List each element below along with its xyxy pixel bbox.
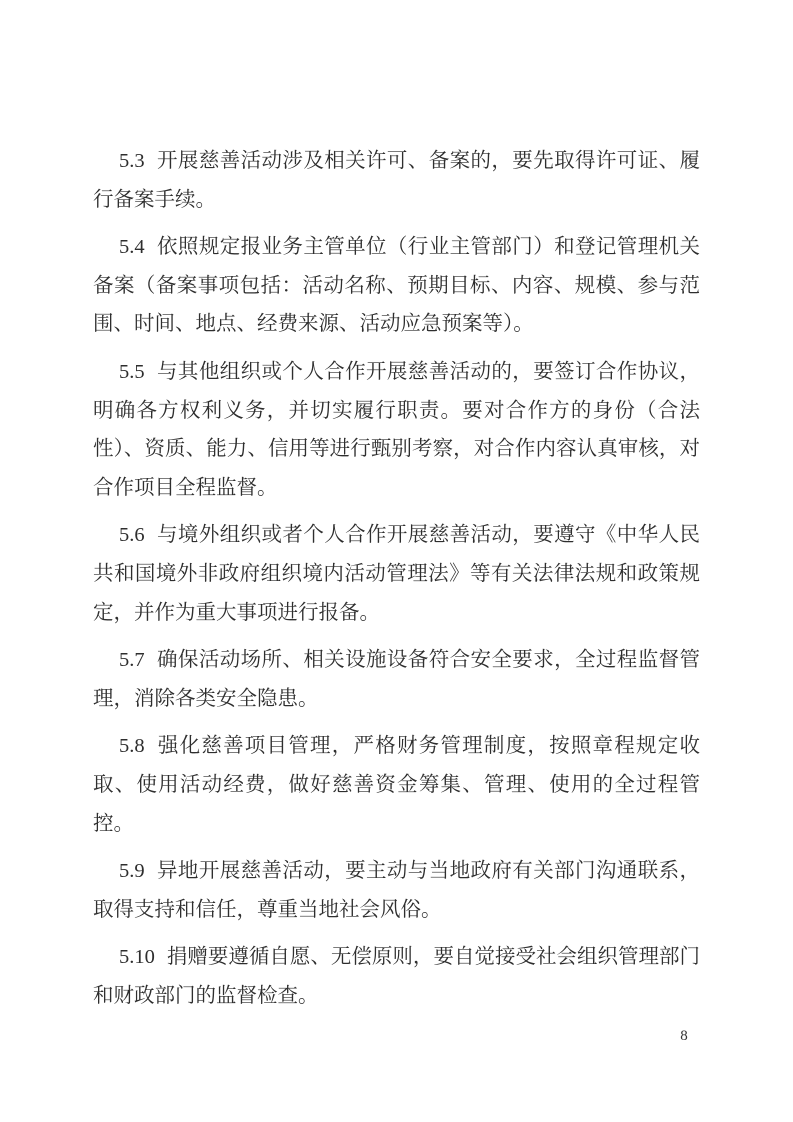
section-5-8 — [93, 727, 700, 843]
section-5-3 — [93, 142, 700, 219]
section-number: 5.9 — [119, 860, 145, 883]
section-text: 异地开展慈善活动，要主动与当地政府有关部门沟通联系，取得支持和信任，尊重当地社会风俗。 — [93, 860, 700, 921]
section-number: 5.10 — [119, 946, 155, 969]
section-number: 5.7 — [119, 649, 145, 672]
section-text: 确保活动场所、相关设施设备符合安全要求，全过程监督管理，消除各类安全隐患。 — [93, 649, 700, 710]
section-5-10 — [93, 938, 700, 1015]
section-text: 与境外组织或者个人合作开展慈善活动，要遵守《中华人民共和国境外非政府组织境内活动管理法》等有关法律法规和政策规定，并作为重大事项进行报备。 — [93, 524, 700, 624]
section-number: 5.3 — [119, 150, 145, 172]
section-5-5 — [93, 353, 700, 507]
document-body — [93, 142, 700, 1024]
section-number: 5.5 — [119, 360, 145, 383]
section-5-7 — [93, 641, 700, 718]
section-number: 5.4 — [119, 236, 145, 259]
section-5-4 — [93, 228, 700, 344]
section-text: 依照规定报业务主管单位（行业主管部门）和登记管理机关备案（备案事项包括：活动名称、预期目标、内容、规模、参与范围、时间、地点、经费来源、活动应急预案等）。 — [93, 236, 700, 336]
section-5-6 — [93, 516, 700, 632]
section-text: 开展慈善活动涉及相关许可、备案的，要先取得许可证、履行备案手续。 — [93, 150, 700, 211]
section-text: 捐赠要遵循自愿、无偿原则，要自觉接受社会组织管理部门和财政部门的监督检查。 — [93, 946, 700, 1007]
section-5-9 — [93, 852, 700, 929]
page-number: 8 — [680, 1028, 688, 1044]
section-text: 强化慈善项目管理，严格财务管理制度，按照章程规定收取、使用活动经费，做好慈善资金筹集、管理、使用的全过程管控。 — [93, 735, 700, 835]
section-number: 5.6 — [119, 524, 145, 547]
section-text: 与其他组织或个人合作开展慈善活动的，要签订合作协议，明确各方权利义务，并切实履行职责。要对合作方的身份（合法性）、资质、能力、信用等进行甄别考察，对合作内容认真审核，对合作项目全程监督。 — [93, 360, 700, 499]
section-number: 5.8 — [119, 735, 145, 758]
